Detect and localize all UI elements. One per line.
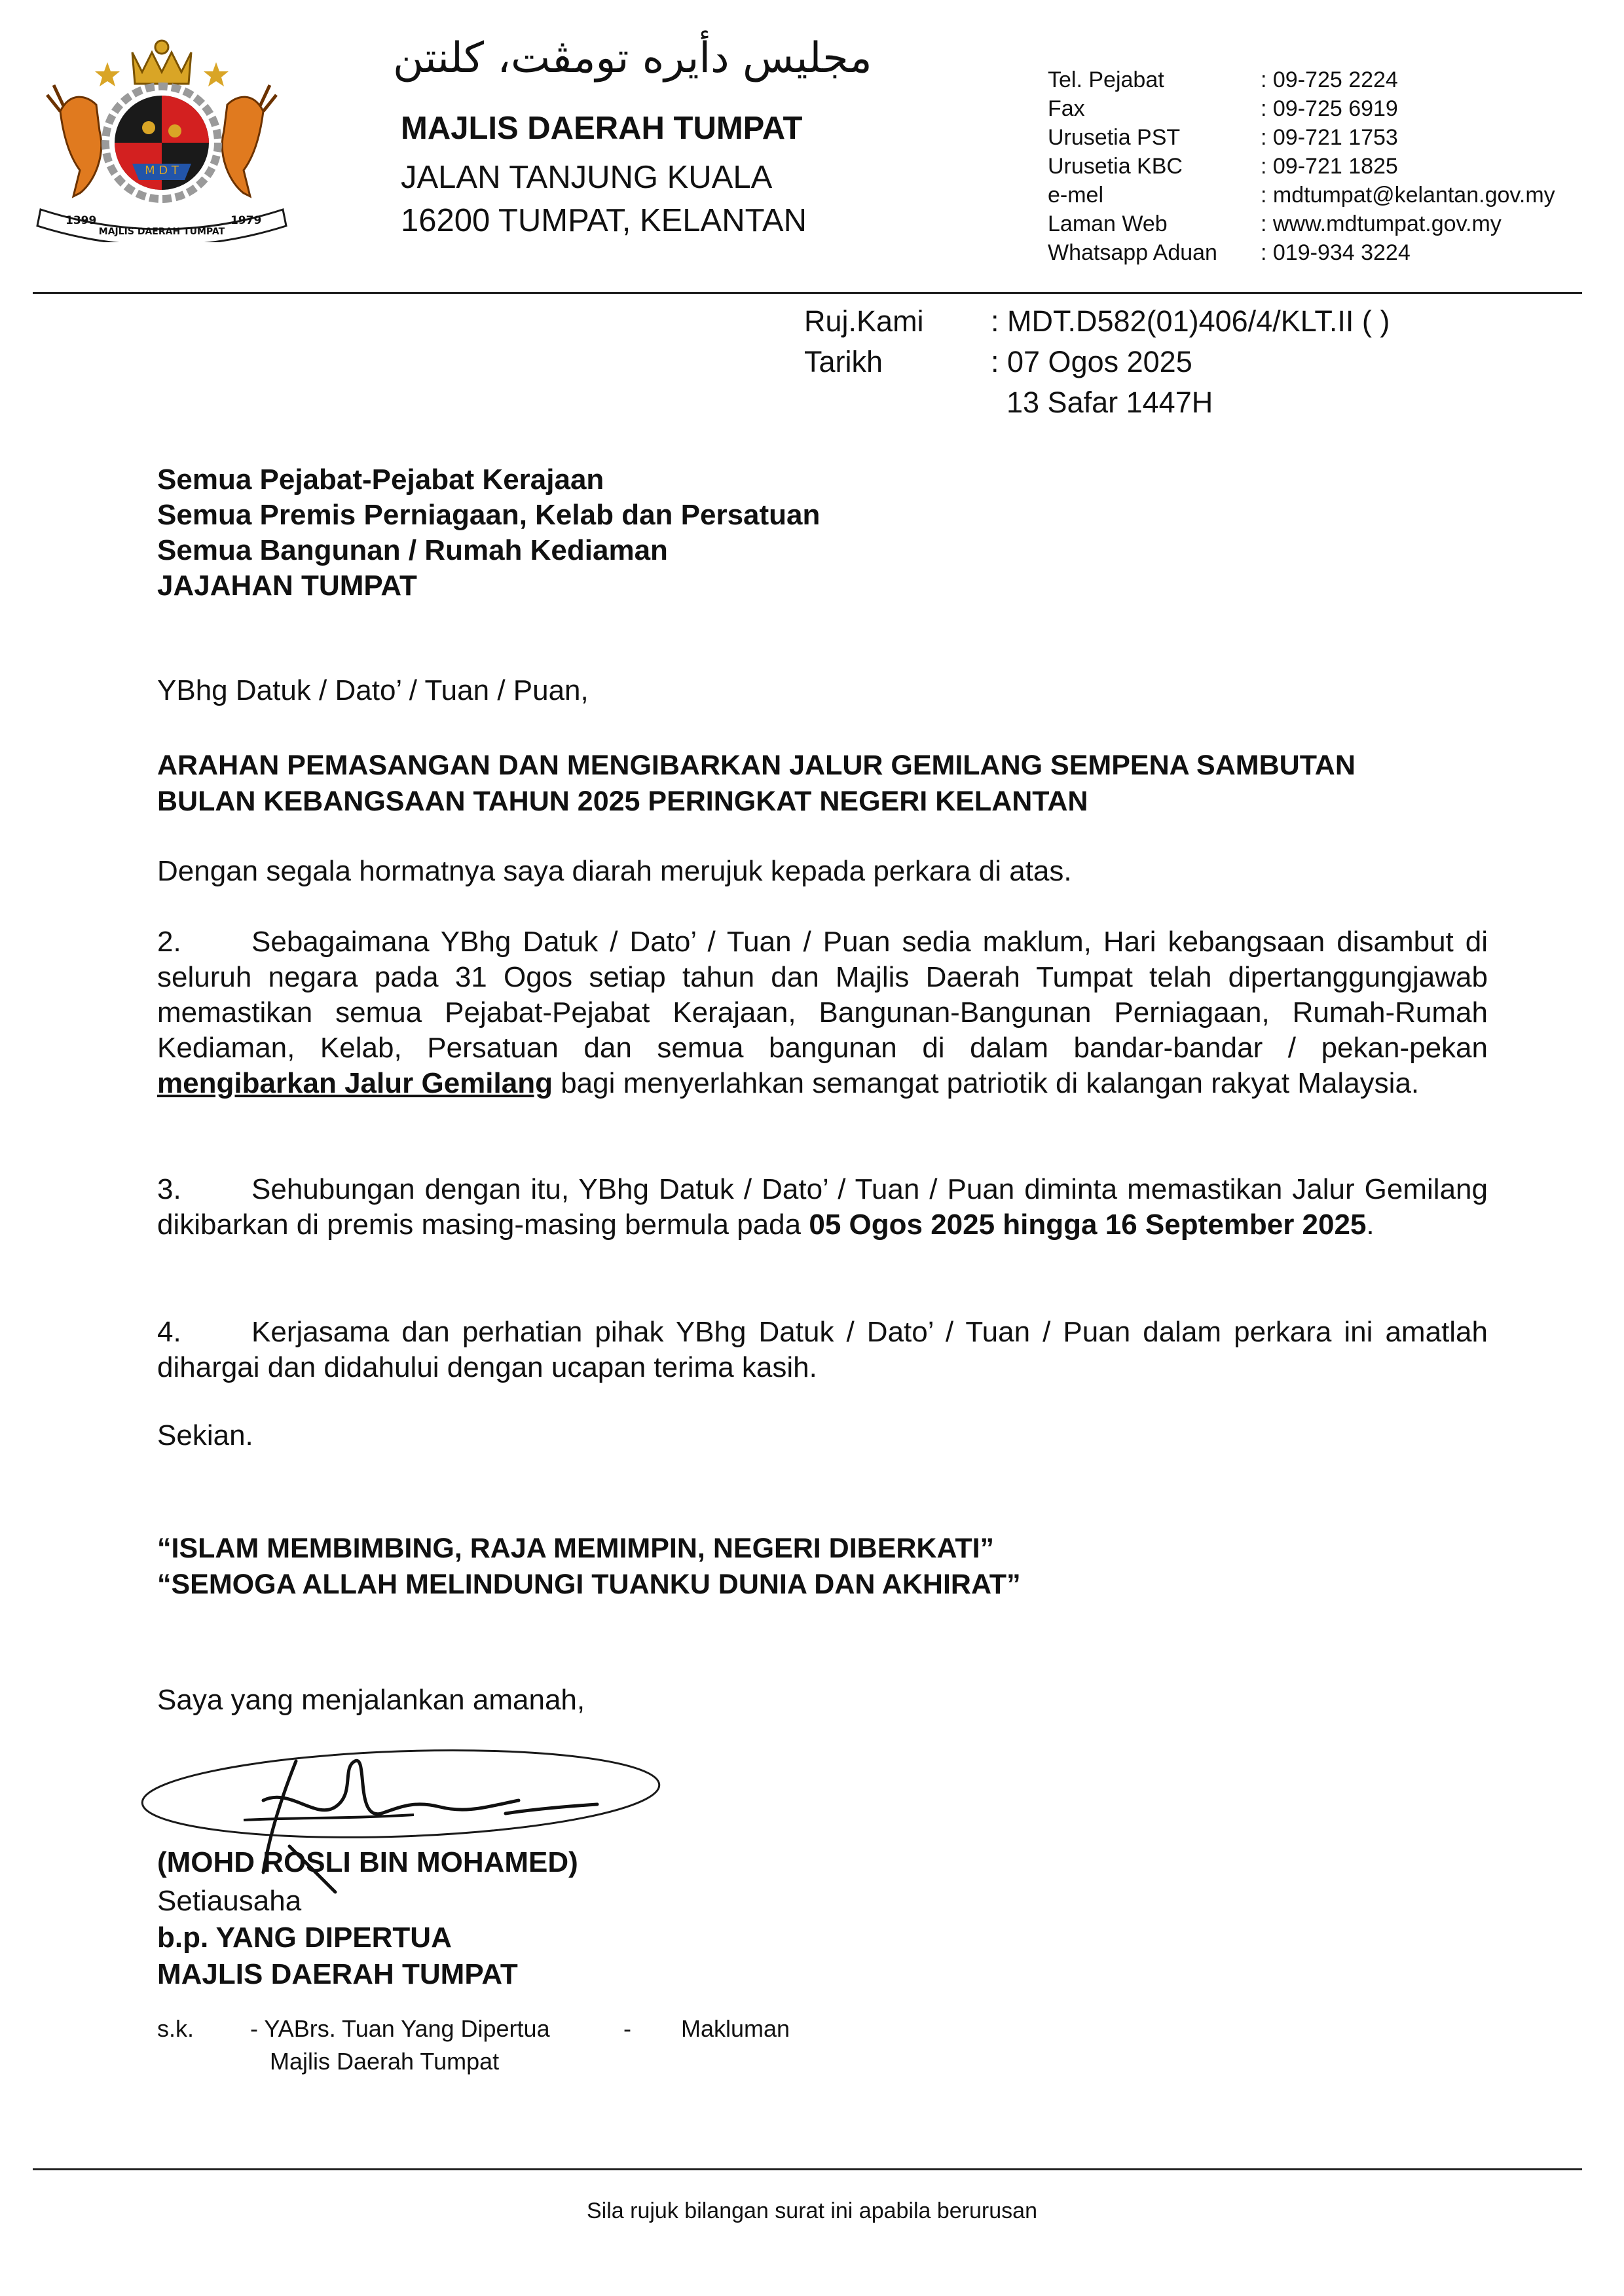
address-line-2: 16200 TUMPAT, KELANTAN — [401, 203, 807, 238]
recipient-line: Semua Bangunan / Rumah Kediaman — [157, 534, 668, 566]
date-value: : 07 Ogos 2025 — [991, 345, 1192, 378]
cc-recipient: - YABrs. Tuan Yang Dipertua — [250, 2015, 550, 2042]
paragraph-2 — [157, 924, 1488, 1101]
motto-line-1: “ISLAM MEMBIMBING, RAJA MEMIMPIN, NEGERI DIBERKATI” — [157, 1533, 995, 1564]
contact-label: Laman Web — [1048, 211, 1168, 236]
cc-block — [157, 2013, 790, 2078]
contact-value: : 019-934 3224 — [1261, 240, 1411, 265]
hijri-date: 13 Safar 1447H — [1006, 386, 1213, 419]
ref-label: Ruj.Kami — [804, 304, 924, 338]
paragraph-text: . — [1366, 1209, 1375, 1241]
contact-label: e-mel — [1048, 183, 1104, 208]
contact-block — [1048, 65, 1555, 267]
footer-note: Sila rujuk bilangan surat ini apabila berurusan — [587, 2198, 1037, 2223]
paragraph-number: 3. — [157, 1173, 181, 1205]
arabic-org-name: مجليس دأيره تومڤت، كلنتن — [393, 34, 872, 82]
cc-dash: - — [623, 2015, 631, 2042]
reference-block — [804, 301, 1390, 423]
paragraph-text: Kerjasama dan perhatian pihak YBhg Datuk / Dato’ / Tuan / Puan dalam perkara ini amatlah dihargai dan didahului dengan ucapan terima kasih. — [157, 1316, 1488, 1383]
letter-subject — [157, 748, 1493, 820]
signer-title-block — [157, 1883, 518, 1993]
address-line-1: JALAN TANJUNG KUALA — [401, 160, 773, 195]
header-divider — [33, 292, 1582, 294]
recipient-line: Semua Premis Perniagaan, Kelab dan Persatuan — [157, 499, 821, 531]
org-address — [401, 156, 807, 242]
contact-row — [1048, 65, 1555, 94]
contact-value: : www.mdtumpat.gov.my — [1261, 211, 1502, 236]
crest-year-left: 1399 — [65, 214, 97, 227]
recipients-block — [157, 462, 820, 604]
salutation: YBhg Datuk / Dato’ / Tuan / Puan, — [157, 674, 589, 706]
footer-divider — [33, 2168, 1582, 2170]
motto-line-2: “SEMOGA ALLAH MELINDUNGI TUANKU DUNIA DAN AKHIRAT” — [157, 1569, 1021, 1600]
signer-name: (MOHD ROSLI BIN MOHAMED) — [157, 1846, 578, 1878]
contact-label: Urusetia PST — [1048, 125, 1181, 150]
date-label: Tarikh — [804, 345, 883, 378]
paragraph-text: Sehubungan dengan itu, YBhg Datuk / Dato’ / Tuan / Puan diminta memastikan Jalur Gemilang dikibarkan di premis masing-masing bermula pada — [157, 1173, 1488, 1241]
paragraph-number: 4. — [157, 1316, 181, 1348]
contact-row — [1048, 210, 1555, 238]
cc-recipient-org: Majlis Daerah Tumpat — [270, 2048, 500, 2075]
contact-value: : mdtumpat@kelantan.gov.my — [1261, 183, 1555, 208]
contact-value: : 09-725 6919 — [1261, 96, 1398, 121]
signer-position: Setiausaha — [157, 1885, 302, 1917]
org-name: MAJLIS DAERAH TUMPAT — [401, 111, 803, 146]
contact-row — [1048, 152, 1555, 181]
paragraph-3 — [157, 1172, 1488, 1243]
intro-paragraph: Dengan segala hormatnya saya diarah merujuk kepada perkara di atas. — [157, 855, 1072, 887]
crest-shield-text: M D T — [145, 164, 179, 177]
crest-year-right: 1979 — [231, 214, 262, 227]
cc-purpose: Makluman — [681, 2015, 790, 2042]
district-council-crest-icon — [34, 33, 289, 242]
signer-on-behalf: b.p. YANG DIPERTUA — [157, 1922, 452, 1954]
contact-value: : 09-721 1753 — [1261, 125, 1398, 150]
contact-row — [1048, 123, 1555, 152]
subject-line-1: ARAHAN PEMASANGAN DAN MENGIBARKAN JALUR GEMILANG SEMPENA SAMBUTAN — [157, 750, 1356, 781]
contact-label: Fax — [1048, 96, 1085, 121]
contact-value: : 09-725 2224 — [1261, 67, 1398, 92]
ref-value: : MDT.D582(01)406/4/KLT.II ( ) — [991, 304, 1390, 338]
paragraph-text: bagi menyerlahkan semangat patriotik di kalangan rakyat Malaysia. — [561, 1067, 1420, 1099]
motto-block — [157, 1531, 1021, 1603]
cc-label: s.k. — [157, 2015, 194, 2042]
contact-row — [1048, 181, 1555, 210]
emphasis-text: 05 Ogos 2025 hingga 16 September 2025 — [809, 1209, 1367, 1241]
signer-org: MAJLIS DAERAH TUMPAT — [157, 1958, 518, 1990]
paragraph-4 — [157, 1315, 1488, 1385]
crest-ribbon-text: MAJLIS DAERAH TUMPAT — [98, 227, 225, 237]
subject-line-2: BULAN KEBANGSAAN TAHUN 2025 PERINGKAT NEGERI KELANTAN — [157, 786, 1088, 817]
emphasis-text: mengibarkan Jalur Gemilang — [157, 1067, 553, 1099]
recipient-line: JAJAHAN TUMPAT — [157, 570, 417, 602]
paragraph-text: Sebagaimana YBhg Datuk / Dato’ / Tuan / Puan sedia maklum, Hari kebangsaan disambut di seluruh negara pada 31 Ogos setiap tahun dan Majlis Daerah Tumpat telah dipertanggungjawab memastikan semua Pejabat-Pejabat Kerajaan, Bangunan-Bangunan Perniagaan, Rumah-Rumah Kediaman, Kelab, Persatuan dan semua bangunan di dalam bandar-bandar / pekan-pekan — [157, 926, 1488, 1064]
recipient-line: Semua Pejabat-Pejabat Kerajaan — [157, 464, 604, 496]
contact-label: Tel. Pejabat — [1048, 67, 1164, 92]
contact-value: : 09-721 1825 — [1261, 154, 1398, 179]
contact-row — [1048, 238, 1555, 267]
signoff-closing: Saya yang menjalankan amanah, — [157, 1684, 585, 1716]
paragraph-number: 2. — [157, 926, 181, 958]
contact-label: Whatsapp Aduan — [1048, 240, 1217, 265]
contact-label: Urusetia KBC — [1048, 154, 1183, 179]
closing-word: Sekian. — [157, 1419, 253, 1451]
contact-row — [1048, 94, 1555, 123]
